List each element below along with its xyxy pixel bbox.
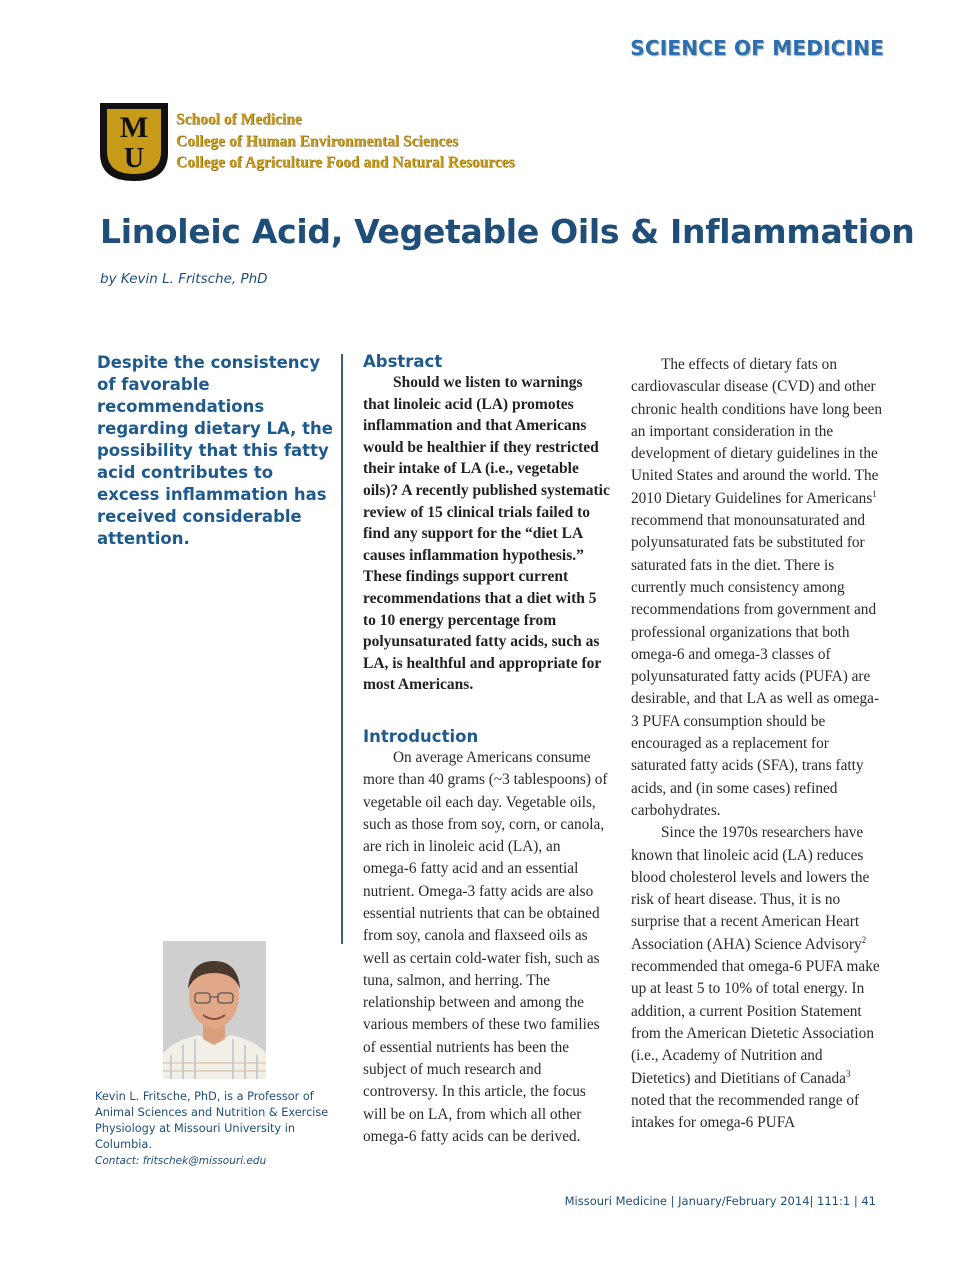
affiliation-school-of-medicine: School of Medicine bbox=[176, 111, 302, 128]
introduction-text: On average Americans consume more than 40 grams (~3 tablespoons) of vegetable oil each day. Vegetable oils, such as those from soy, corn, or canola, are rich in linoleic acid (LA), an omega-6 fatty acid and an essential nutrient. Omega-3 fatty acids are also essential nutrients that can be obtained from soy, canola and flaxseed oils as well as certain cold-water fish, such as tuna, salmon, and herring. The relationship between and among the various members of these two families of essential nutrients has been the subject of much research and controversy. In this article, the focus will be on LA, from which all other omega-6 fatty acids can be derived. bbox=[363, 748, 608, 1145]
pull-quote: Despite the consistency of favorable recommendations regarding dietary LA, the possibility that this fatty acid contributes to excess inflammation has received considerable attention. bbox=[97, 353, 333, 548]
footnote-ref-3: 3 bbox=[845, 1068, 851, 1079]
column-divider bbox=[341, 354, 343, 944]
mizzou-logo bbox=[100, 103, 168, 181]
page-footer: Missouri Medicine | January/February 2014| 111:1 | 41 bbox=[564, 1194, 876, 1208]
affiliation-agriculture: College of Agriculture Food and Natural Resources bbox=[176, 154, 515, 171]
column-body bbox=[631, 354, 883, 1134]
body-paragraph-2-part-a: Since the 1970s researchers have known that linoleic acid (LA) reduces blood cholesterol levels and lowers the risk of heart disease. Thus, it is no surprise that a recent American Heart Association (AHA) Science Advisory bbox=[631, 824, 870, 953]
body-paragraph-1-part-a: The effects of dietary fats on cardiovascular disease (CVD) and other chronic health conditions have long been an important consideration in the development of dietary guidelines in the United States and around the world. The 2010 Dietary Guidelines for Americans bbox=[631, 356, 883, 507]
affiliation-human-environmental-sciences: College of Human Environmental Sciences bbox=[176, 132, 459, 150]
body-paragraph-2 bbox=[631, 822, 883, 1134]
author-photo bbox=[163, 941, 266, 1079]
body-paragraph-2-part-c: noted that the recommended range of intakes for omega-6 PUFA bbox=[631, 1091, 860, 1132]
author-caption bbox=[95, 1089, 345, 1169]
introduction-heading: Introduction bbox=[363, 726, 479, 746]
byline: by Kevin L. Fritsche, PhD bbox=[100, 271, 268, 287]
abstract-text: Should we listen to warnings that linoleic acid (LA) promotes inflammation and that Americans would be healthier if they restricted their intake of LA (i.e., vegetable oils)? A recently published systematic review of 15 clinical trials failed to find any support for the “diet LA causes inflammation hypothesis.” These findings support current recommendations that a diet with 5 to 10 energy percentage from polyunsaturated fatty acids, such as LA, is healthful and appropriate for most Americans. bbox=[363, 374, 610, 694]
logo-letter-m: M bbox=[119, 111, 149, 144]
footnote-ref-2: 2 bbox=[861, 934, 867, 945]
affiliations bbox=[176, 109, 515, 174]
author-contact: Contact: fritschek@missouri.edu bbox=[95, 1155, 267, 1167]
author-bio: Kevin L. Fritsche, PhD, is a Professor of Animal Sciences and Nutrition & Exercise Physiology at Missouri University in Columbia. bbox=[95, 1090, 329, 1151]
section-tag: SCIENCE OF MEDICINE bbox=[630, 36, 884, 60]
body-paragraph-2-part-b: recommended that omega-6 PUFA make up at least 5 to 10% of total energy. In addition, a current Position Statement from the American Dietetic Association (i.e., Academy of Nutrition and Dietetics) and Dietitians of Canada bbox=[631, 958, 880, 1087]
abstract-heading: Abstract bbox=[363, 352, 443, 371]
column-abstract-intro bbox=[363, 352, 610, 1148]
body-paragraph-1 bbox=[631, 354, 883, 822]
footnote-ref-1: 1 bbox=[872, 488, 877, 499]
body-paragraph-1-part-b: recommend that monounsaturated and polyunsaturated fats be substituted for saturated fats in the diet. There is currently much consistency among recommendations from government and professional organizations that both omega-6 and omega-3 classes of polyunsaturated fatty acids (PUFA) are desirable, and that LA as well as omega-3 PUFA consumption should be encouraged as a replacement for saturated fatty acids (SFA), trans fatty acids, and (in some cases) refined carbohydrates. bbox=[631, 512, 880, 819]
logo-letter-u: U bbox=[123, 143, 145, 174]
article-title: Linoleic Acid, Vegetable Oils & Inflammation bbox=[100, 212, 915, 251]
